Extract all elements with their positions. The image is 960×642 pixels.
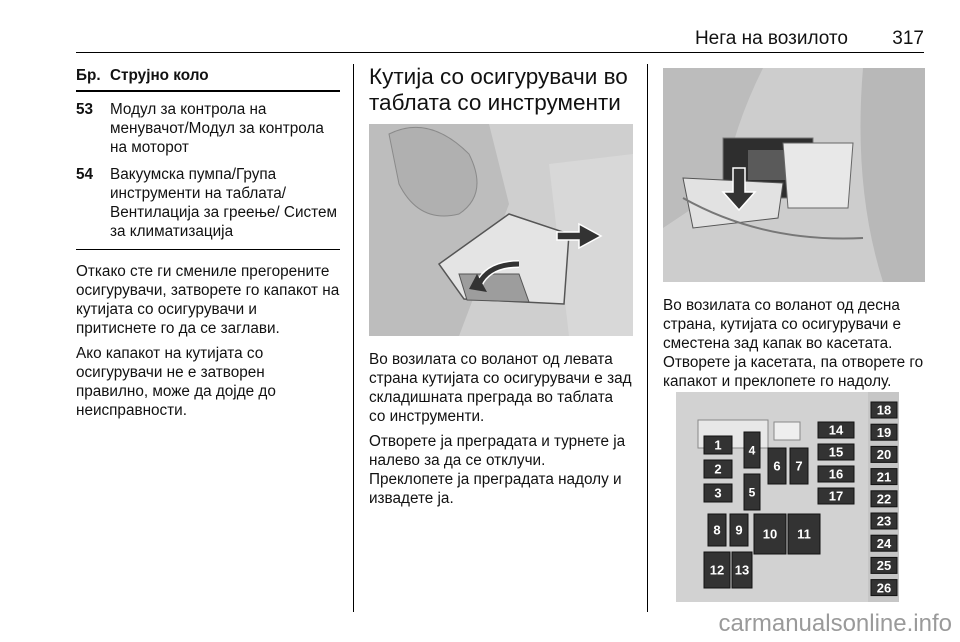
fuse-table-header bbox=[76, 66, 340, 92]
svg-text:17: 17 bbox=[828, 488, 844, 504]
fuse-22 bbox=[871, 491, 897, 507]
svg-text:7: 7 bbox=[795, 458, 803, 474]
right-column bbox=[663, 64, 925, 391]
fuse-circuit: Модул за контрола на менувачот/Модул за контрола на моторот bbox=[110, 101, 324, 156]
header-title: Нега на возилото bbox=[694, 28, 848, 49]
svg-text:19: 19 bbox=[876, 424, 892, 440]
svg-text:16: 16 bbox=[828, 466, 844, 482]
svg-text:5: 5 bbox=[748, 485, 756, 500]
svg-text:1: 1 bbox=[714, 437, 722, 453]
svg-text:24: 24 bbox=[876, 535, 892, 551]
fuse-3 bbox=[704, 484, 732, 502]
dashboard-left-illustration bbox=[369, 124, 633, 336]
svg-text:2: 2 bbox=[714, 461, 722, 477]
svg-text:25: 25 bbox=[876, 558, 892, 574]
fuse-25 bbox=[871, 557, 897, 573]
fuse-23 bbox=[871, 513, 897, 529]
watermark: carmanualsonline.info bbox=[718, 610, 952, 637]
fuse-4 bbox=[744, 432, 760, 468]
fuse-21 bbox=[871, 469, 897, 485]
svg-text:14: 14 bbox=[828, 422, 844, 438]
svg-text:3: 3 bbox=[714, 485, 722, 501]
svg-text:20: 20 bbox=[876, 447, 892, 463]
svg-text:6: 6 bbox=[773, 458, 781, 474]
fuse-11 bbox=[788, 514, 820, 554]
dashboard-right-illustration bbox=[663, 68, 925, 282]
fuse-box-diagram bbox=[676, 392, 899, 602]
middle-column bbox=[369, 64, 633, 508]
svg-text:26: 26 bbox=[876, 580, 892, 596]
column-divider bbox=[647, 64, 648, 612]
paragraph: Отворете ја преградата и турнете ја налево за да се отклучи. Преклопете ја преградата надолу и извадете ја. bbox=[369, 433, 626, 507]
fuse-10 bbox=[754, 514, 786, 554]
svg-text:18: 18 bbox=[876, 402, 892, 418]
fuse-19 bbox=[871, 424, 897, 440]
paragraph: Во возилата со воланот од десна страна, кутијата со осигурувачи е сместена зад капак во касетата. Отворете ја касетата, па отворете го капакот и преклопете го надолу. bbox=[663, 297, 924, 390]
svg-text:11: 11 bbox=[797, 526, 811, 542]
left-column bbox=[76, 66, 340, 435]
fuse-17 bbox=[818, 488, 854, 504]
fuse-8 bbox=[708, 514, 726, 546]
fuse-5 bbox=[744, 474, 760, 510]
fuse-circuit: Вакуумска пумпа/Група инструменти на таблата/ Вентилација за греење/ Систем за климатизација bbox=[110, 166, 338, 240]
svg-text:13: 13 bbox=[734, 562, 750, 578]
svg-text:21: 21 bbox=[876, 469, 892, 485]
fuse-7 bbox=[790, 448, 808, 484]
fuse-16 bbox=[818, 466, 854, 482]
fuse-15 bbox=[818, 444, 854, 460]
page-number: 317 bbox=[892, 28, 924, 49]
svg-text:23: 23 bbox=[876, 513, 892, 529]
table-row bbox=[76, 100, 340, 157]
fuse-24 bbox=[871, 535, 897, 551]
table-bottom-rule bbox=[76, 249, 340, 250]
svg-text:12: 12 bbox=[709, 562, 725, 578]
header-divider bbox=[76, 52, 924, 53]
fuse-12 bbox=[704, 552, 730, 588]
page-header bbox=[76, 28, 924, 50]
svg-text:8: 8 bbox=[713, 522, 721, 538]
column-circuit-header: Струјно коло bbox=[110, 67, 209, 84]
column-number-header: Бр. bbox=[76, 67, 101, 84]
fuse-20 bbox=[871, 446, 897, 462]
fuse-13 bbox=[732, 552, 752, 588]
paragraph: Ако капакот на кутијата со осигурувачи не е затворен правилно, може да дојде до неисправности. bbox=[76, 345, 276, 419]
svg-text:9: 9 bbox=[735, 522, 743, 538]
table-row bbox=[76, 165, 340, 241]
svg-text:10: 10 bbox=[762, 526, 778, 542]
fuse-number: 54 bbox=[76, 166, 94, 183]
fuse-9 bbox=[730, 514, 748, 546]
fuse-6 bbox=[768, 448, 786, 484]
fuse-26 bbox=[871, 580, 897, 596]
fuse-1 bbox=[704, 436, 732, 454]
paragraph: Откако сте ги смениле прегорените осигурувачи, затворете го капакот на кутијата со осигурувачи и притиснете го да се заглави. bbox=[76, 263, 340, 337]
column-divider bbox=[353, 64, 354, 612]
svg-text:4: 4 bbox=[748, 443, 756, 458]
paragraph: Во возилата со воланот од левата страна кутијата со осигурувачи е зад складишната преграда во таблата со инструменти. bbox=[369, 351, 632, 425]
fuse-number: 53 bbox=[76, 101, 94, 118]
svg-text:22: 22 bbox=[876, 491, 892, 507]
fuse-2 bbox=[704, 460, 732, 478]
section-title: Кутија со осигурувачи во таблата со инструменти bbox=[369, 64, 628, 115]
svg-text:15: 15 bbox=[828, 444, 844, 460]
fuse-14 bbox=[818, 422, 854, 438]
fuse-18 bbox=[871, 402, 897, 418]
